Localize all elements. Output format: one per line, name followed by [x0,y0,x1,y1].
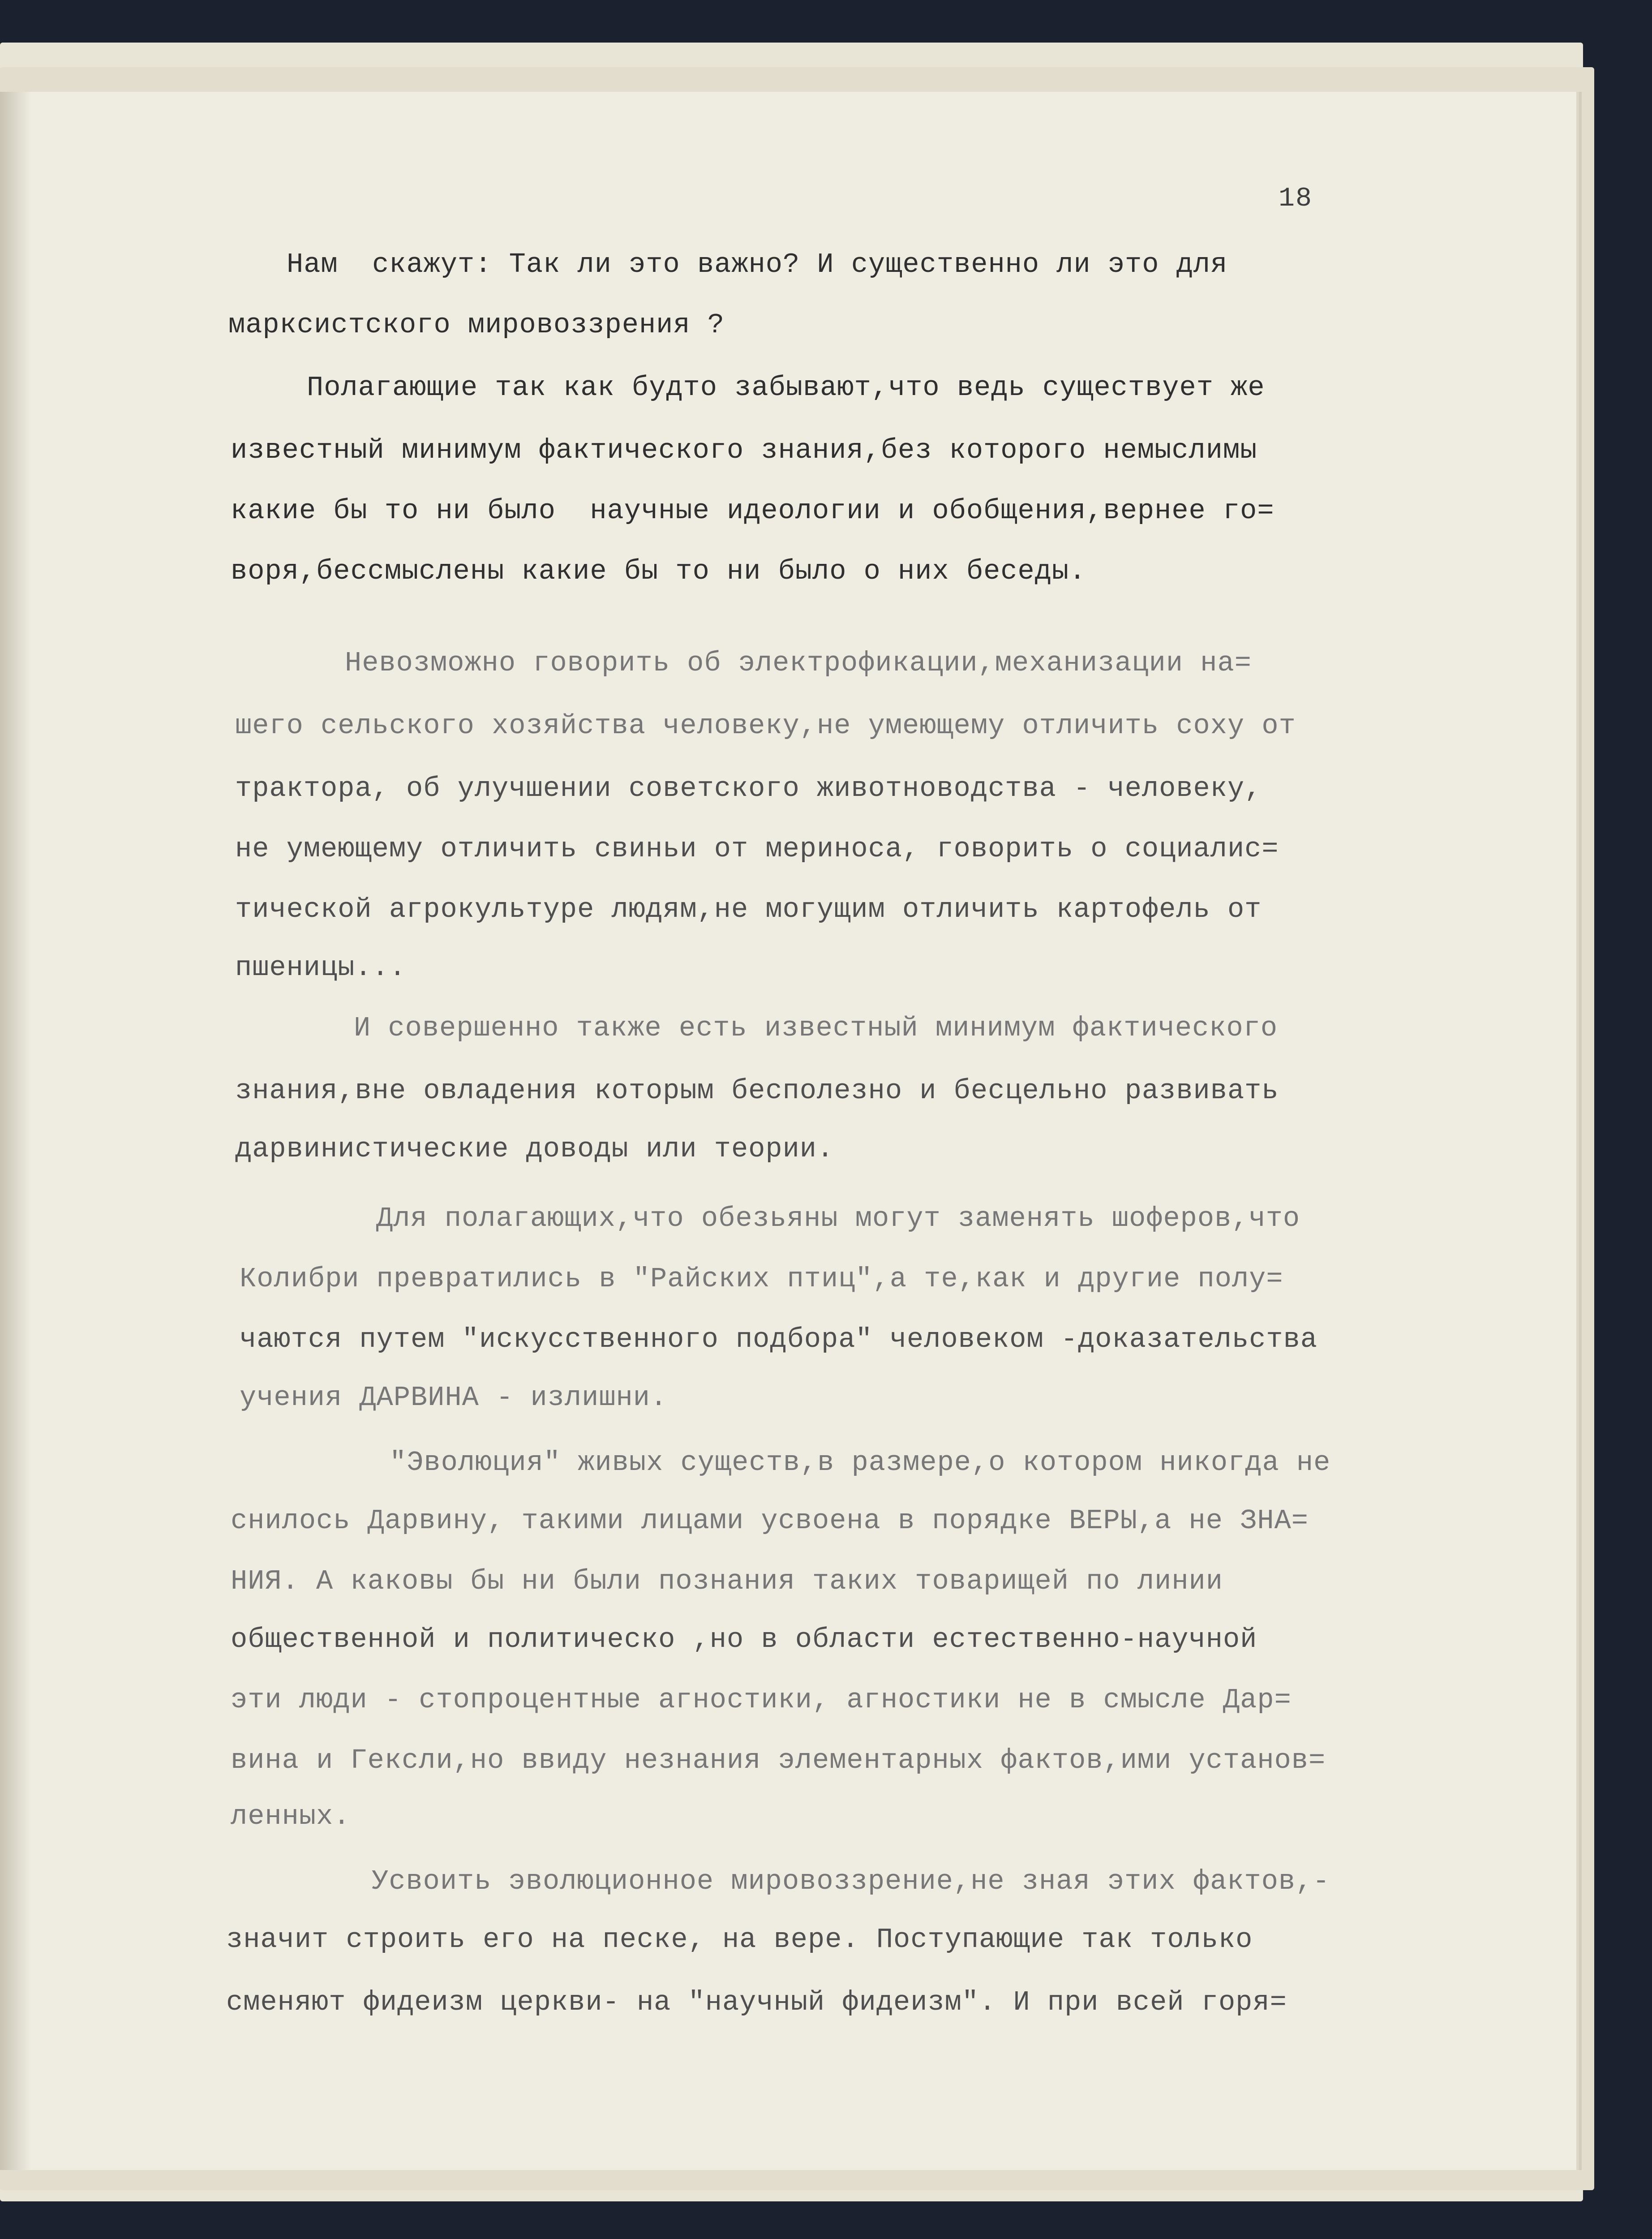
text-line: известный минимум фактического знания,без которого немыслимы [231,434,1257,466]
text-line: трактора, об улучшении советского животноводства - человеку, [235,773,1262,804]
page-number: 18 [1279,184,1313,214]
text-line: Для полагающих,что обезьяны могут заменять шоферов,что [376,1203,1300,1234]
text-line: Невозможно говорить об электрофикации,механизации на= [345,647,1252,679]
text-line: знания,вне овладения которым бесполезно и бесцельно развивать [235,1075,1279,1107]
text-line: Усвоить эволюционное мировоззрение,не зная этих фактов,- [372,1865,1330,1897]
text-line: сменяют фидеизм церкви- на "научный фидеизм". И при всей горя= [226,1986,1287,2018]
text-line: марксистского мировоззрения ? [228,309,725,341]
text-line: чаются путем "искусственного подбора" человеком -доказательства [240,1324,1317,1355]
text-line: Колибри превратились в "Райских птиц",а те,как и другие полу= [240,1263,1283,1295]
page-gutter [0,92,31,2170]
text-line: тической агрокультуре людям,не могущим отличить картофель от [235,894,1262,925]
text-line: учения ДАРВИНА - излишни. [240,1382,668,1414]
typewritten-page [0,92,1576,2170]
text-line: Полагающие так как будто забывают,что ведь существует же [307,372,1265,404]
text-line: снилось Дарвину, такими лицами усвоена в порядке ВЕРЫ,а не ЗНА= [231,1505,1309,1537]
text-line: И совершенно также есть известный минимум фактического [354,1012,1278,1044]
text-line: "Эволюция" живых существ,в размере,о котором никогда не [390,1447,1331,1478]
text-line: эти люди - стопроцентные агностики, агностики не в смысле Дар= [231,1684,1292,1716]
text-line: общественной и политическо ,но в области естественно-научной [231,1624,1257,1655]
text-line: Нам скажут: Так ли это важно? И существенно ли это для [287,249,1228,280]
text-line: ленных. [231,1801,351,1832]
text-line: шего сельского хозяйства человеку,не умеющему отличить соху от [235,710,1296,742]
text-line: воря,бессмыслены какие бы то ни было о них беседы. [231,555,1086,587]
text-line: значит строить его на песке, на вере. Поступающие так только [226,1924,1253,1955]
text-line: пшеницы... [235,952,407,984]
text-line: НИЯ. А каковы бы ни были познания таких товарищей по линии [231,1565,1223,1597]
text-line: вина и Гексли,но ввиду незнания элементарных фактов,ими установ= [231,1745,1326,1776]
text-line: какие бы то ни было научные идеологии и обобщения,вернее го= [231,495,1274,527]
text-line: не умеющему отличить свиньи от мериноса, говорить о социалис= [235,833,1279,865]
text-line: дарвинистические доводы или теории. [235,1133,834,1165]
